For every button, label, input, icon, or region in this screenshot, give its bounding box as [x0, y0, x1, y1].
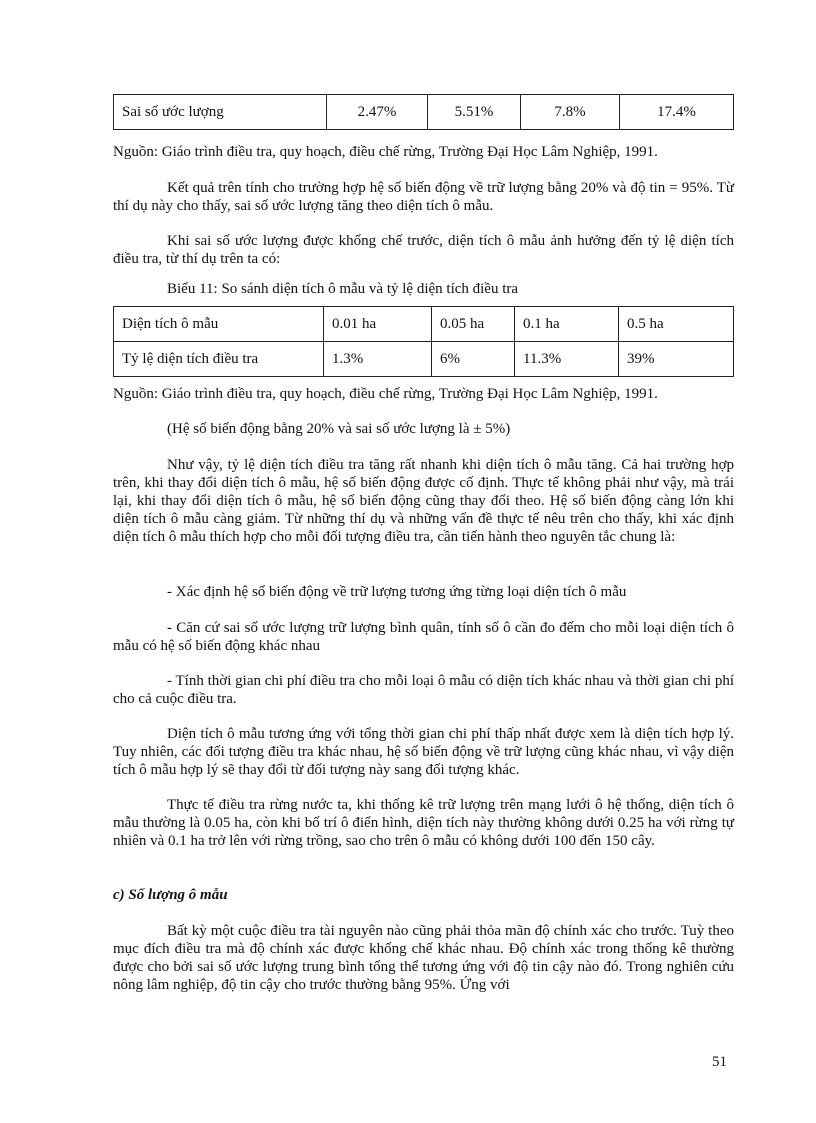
table-row: [114, 307, 734, 342]
paragraph: Diện tích ô mẫu tương ứng với tổng thời gian chi phí thấp nhất được xem là diện tích hợp lý. Tuy nhiên, các đối tượng điều tra khác nhau, hệ số biến động về trữ lượng cũng khác nhau, vì vậy diện tích ô mẫu hợp lý sẽ thay đổi từ đối tượng này sang đối tượng khác.: [113, 726, 734, 778]
paragraph: Bất kỳ một cuộc điều tra tài nguyên nào cũng phải thỏa mãn độ chính xác cho trước. Tuỳ theo mục đích điều tra mà độ chính xác được khống chế khác nhau. Độ chính xác trong thống kê thường được cho bởi sai số ước lượng trung bình tổng thể tương ứng với độ tin cậy nào đó. Trong nghiên cứu nông lâm nghiệp, độ tin cậy cho trước thường bằng 95%. Ứng với: [113, 923, 734, 993]
table-row: [114, 95, 734, 130]
table-cell: 7.8%: [521, 95, 620, 130]
table-cell: 0.5 ha: [619, 307, 734, 342]
comparison-table: [113, 306, 734, 377]
table-cell: 11.3%: [515, 342, 619, 377]
bullet-item: - Tính thời gian chi phí điều tra cho mỗi loại ô mẫu có diện tích khác nhau và thời gian chi phí cho cả cuộc điều tra.: [113, 673, 734, 707]
table-cell: 1.3%: [324, 342, 432, 377]
table-caption: Biểu 11: So sánh diện tích ô mẫu và tỷ lệ diện tích điều tra: [167, 281, 519, 297]
paragraph: Kết quả trên tính cho trường hợp hệ số biến động về trữ lượng bằng 20% và độ tin = 95%. Từ thí dụ này cho thấy, sai số ước lượng tăng theo diện tích ô mẫu.: [113, 180, 734, 214]
table-cell: 39%: [619, 342, 734, 377]
table-cell: 0.05 ha: [432, 307, 515, 342]
table-cell: 6%: [432, 342, 515, 377]
bullet-item: - Căn cứ sai số ước lượng trữ lượng bình quân, tính số ô cần đo đếm cho mỗi loại diện tích ô mẫu có hệ số biến động khác nhau: [113, 620, 734, 654]
source-note: Nguồn: Giáo trình điều tra, quy hoạch, điều chế rừng, Trường Đại Học Lâm Nghiệp, 1991.: [113, 386, 658, 402]
page-number: 51: [712, 1054, 727, 1070]
table-cell: Diện tích ô mẫu: [114, 307, 324, 342]
paragraph: Khi sai số ước lượng được khống chế trước, diện tích ô mẫu ảnh hưởng đến tỷ lệ diện tích điều tra, từ thí dụ trên ta có:: [113, 233, 734, 267]
table-cell: 5.51%: [428, 95, 521, 130]
table-cell: 0.01 ha: [324, 307, 432, 342]
table-cell: Sai số ước lượng: [114, 95, 327, 130]
table-row: [114, 342, 734, 377]
table-cell: Tỷ lệ diện tích điều tra: [114, 342, 324, 377]
table-cell: 2.47%: [327, 95, 428, 130]
paragraph: Thực tế điều tra rừng nước ta, khi thống kê trữ lượng trên mạng lưới ô hệ thống, diện tích ô mẫu thường là 0.05 ha, còn khi bố trí ô điển hình, diện tích này thường không dưới 0.25 ha với rừng tự nhiên và 0.1 ha trở lên với rừng trồng, sao cho trên ô mẫu có không dưới 100 đến 150 cây.: [113, 797, 734, 849]
note: (Hệ số biến động bằng 20% và sai số ước lượng là ± 5%): [167, 421, 511, 437]
bullet-item: - Xác định hệ số biến động về trữ lượng tương ứng từng loại diện tích ô mẫu: [167, 584, 627, 600]
source-note: Nguồn: Giáo trình điều tra, quy hoạch, điều chế rừng, Trường Đại Học Lâm Nghiệp, 1991.: [113, 144, 658, 160]
section-heading: c) Số lượng ô mẫu: [113, 887, 228, 903]
table-cell: 0.1 ha: [515, 307, 619, 342]
paragraph: Như vậy, tỷ lệ diện tích điều tra tăng rất nhanh khi diện tích ô mẫu tăng. Cả hai trường hợp trên, khi thay đổi diện tích ô mẫu, hệ số biến động được cố định. Thực tế không phải như vậy, mà trái lại, khi thay đổi diện tích ô mẫu, hệ số biến động cũng thay đổi theo. Hệ số biến động càng lớn khi diện tích ô mẫu càng giảm. Từ những thí dụ và những vấn đề thực tế nêu trên cho thấy, khi xác định diện tích ô mẫu thích hợp cho mỗi đối tượng điều tra, cần tiến hành theo nguyên tắc chung là:: [113, 457, 734, 545]
error-table: [113, 94, 734, 130]
table-cell: 17.4%: [620, 95, 734, 130]
